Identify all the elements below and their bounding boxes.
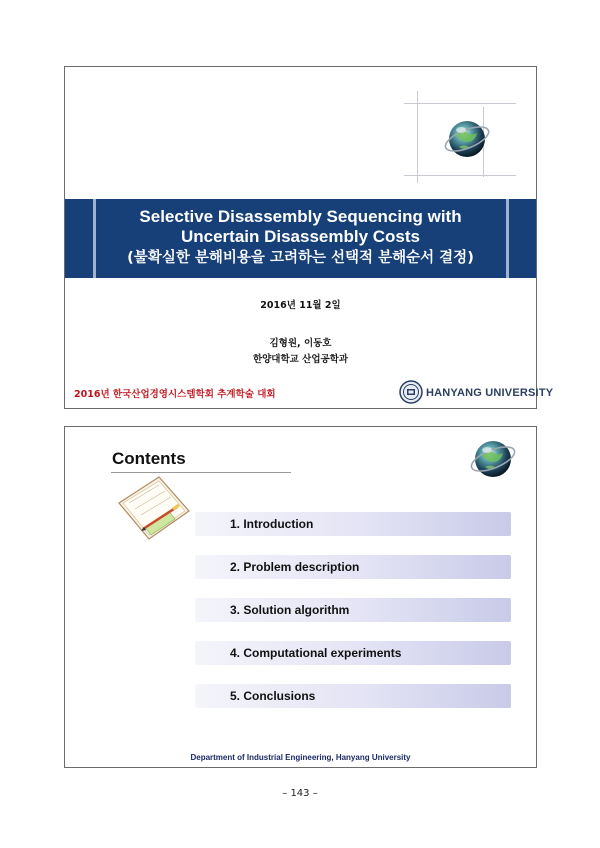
decorative-line [404, 103, 516, 104]
decorative-line [417, 91, 418, 183]
decorative-line [404, 175, 516, 176]
contents-item-problem-description[interactable] [195, 555, 511, 579]
contents-slide [64, 426, 537, 768]
contents-item-label: 4. Computational experiments [230, 646, 402, 660]
contents-item-label: 3. Solution algorithm [230, 603, 350, 617]
title-slide [64, 66, 554, 409]
contents-item-solution-algorithm[interactable] [195, 598, 511, 622]
department-footer: Department of Industrial Engineering, Hanyang University [190, 753, 411, 762]
contents-item-label: 1. Introduction [230, 517, 314, 531]
title-line-2: Uncertain Disassembly Costs [180, 227, 421, 246]
authors: 김형원, 이동호 [269, 338, 332, 349]
notebook-pencil-icon [115, 469, 193, 545]
university-seal-icon [399, 380, 423, 404]
university-name: HANYANG UNIVERSITY [426, 387, 554, 399]
title-band [65, 199, 536, 278]
title-line-1: Selective Disassembly Sequencing with [139, 207, 462, 226]
title-line-3: (불확실한 분해비용을 고려하는 선택적 분해순서 결정) [127, 250, 474, 266]
globe-icon [443, 113, 491, 161]
presentation-date: 2016년 11월 2일 [260, 300, 341, 311]
contents-item-introduction[interactable] [195, 512, 511, 536]
affiliation: 한양대학교 산업공학과 [252, 354, 349, 365]
contents-item-label: 2. Problem description [230, 560, 360, 574]
contents-title: Contents [112, 449, 186, 468]
contents-item-computational-experiments[interactable] [195, 641, 511, 665]
contents-item-conclusions[interactable] [195, 684, 511, 708]
globe-icon [469, 433, 517, 481]
page-number: – 143 – [282, 788, 318, 799]
contents-item-label: 5. Conclusions [230, 689, 316, 703]
conference-name: 2016년 한국산업경영시스템학회 추계학술 대회 [74, 389, 276, 400]
